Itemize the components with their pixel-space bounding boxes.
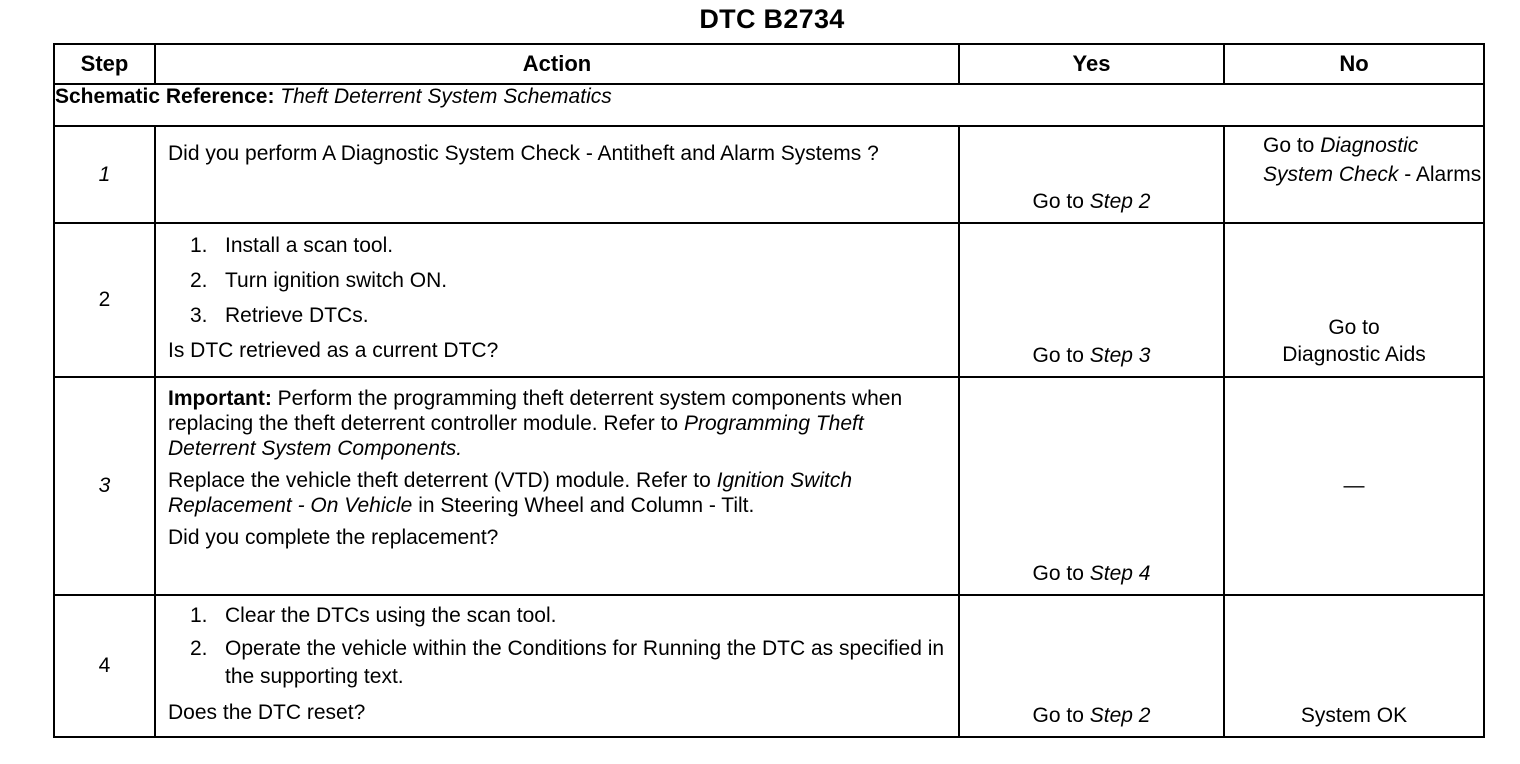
header-row — [54, 44, 1484, 84]
list-item-number: 2. — [190, 269, 208, 292]
schematic-reference-link[interactable]: Theft Deterrent System Schematics — [280, 85, 612, 108]
important-label: Important: — [168, 387, 272, 410]
no-line: Go to — [1328, 316, 1380, 339]
action-question: Is DTC retrieved as a current DTC? — [168, 339, 499, 362]
schematic-reference-row — [54, 84, 1484, 126]
replace-suffix: in Steering Wheel and Column - Tilt. — [418, 494, 755, 517]
list-item-text: Operate the vehicle within the Conditions for Running the DTC as specified in the supporting text. — [225, 637, 945, 688]
yes-link[interactable]: Step 3 — [1089, 344, 1151, 367]
no-prefix: Go to — [1263, 134, 1315, 157]
action-cell — [155, 126, 959, 223]
no-link[interactable]: Diagnostic System Check — [1263, 134, 1419, 186]
yes-cell — [959, 126, 1224, 223]
step-number: 3 — [54, 377, 155, 595]
action-cell — [155, 377, 959, 595]
list-item — [168, 635, 948, 691]
yes-prefix: Go to — [1032, 704, 1084, 727]
important-link[interactable]: Programming Theft Deterrent System Components. — [168, 412, 864, 460]
important-text: Perform the programming theft deterrent system components when replacing the theft deterrent controller module. Refer to — [168, 387, 903, 435]
yes-prefix: Go to — [1032, 562, 1084, 585]
table-row — [54, 126, 1484, 223]
action-question: Does the DTC reset? — [168, 701, 366, 724]
action-question: Did you complete the replacement? — [168, 526, 499, 549]
list-item-number: 1. — [190, 234, 208, 257]
no-cell — [1224, 377, 1484, 595]
replace-text: Replace the vehicle theft deterrent (VTD) module. Refer to — [168, 469, 711, 492]
no-link[interactable]: Diagnostic Aids — [1282, 343, 1426, 366]
action-cell — [155, 595, 959, 737]
yes-prefix: Go to — [1032, 190, 1084, 213]
no-value: System OK — [1300, 704, 1408, 727]
list-item — [168, 228, 948, 263]
yes-cell — [959, 223, 1224, 377]
list-item-text: Clear the DTCs using the scan tool. — [225, 604, 557, 627]
list-item-text: Install a scan tool. — [225, 234, 394, 257]
page-title: DTC B2734 — [699, 4, 845, 34]
table-row — [54, 223, 1484, 377]
list-item — [168, 263, 948, 298]
header-yes: Yes — [959, 44, 1224, 84]
step-number: 2 — [54, 223, 155, 377]
list-item-text: Turn ignition switch ON. — [225, 269, 448, 292]
yes-prefix: Go to — [1032, 344, 1084, 367]
list-item-number: 1. — [190, 604, 208, 627]
list-item-number: 3. — [190, 304, 208, 327]
action-question: Did you perform A Diagnostic System Check - Antitheft and Alarm Systems ? — [168, 142, 879, 165]
action-cell — [155, 223, 959, 377]
list-item-text: Retrieve DTCs. — [225, 304, 369, 327]
table-row — [54, 595, 1484, 737]
yes-cell — [959, 377, 1224, 595]
replace-link[interactable]: Ignition Switch Replacement - On Vehicle — [168, 469, 853, 517]
list-item-number: 2. — [190, 637, 208, 660]
no-cell — [1224, 223, 1484, 377]
table-row — [54, 377, 1484, 595]
no-cell — [1224, 595, 1484, 737]
list-item — [168, 298, 948, 333]
yes-link[interactable]: Step 2 — [1089, 704, 1151, 727]
important-note — [168, 386, 948, 461]
header-step: Step — [54, 44, 155, 84]
header-no: No — [1224, 44, 1484, 84]
diagnostic-table — [53, 43, 1485, 738]
no-cell — [1224, 126, 1484, 223]
step-number: 4 — [54, 595, 155, 737]
schematic-reference-label: Schematic Reference: — [55, 85, 275, 108]
header-action: Action — [155, 44, 959, 84]
replace-instruction — [168, 468, 948, 518]
yes-link[interactable]: Step 4 — [1089, 562, 1151, 585]
schematic-reference — [54, 84, 1484, 126]
step-number: 1 — [54, 126, 155, 223]
no-suffix: - Alarms — [1404, 163, 1482, 186]
yes-link[interactable]: Step 2 — [1089, 190, 1151, 213]
no-value: — — [1343, 474, 1365, 497]
list-item — [168, 600, 948, 631]
yes-cell — [959, 595, 1224, 737]
